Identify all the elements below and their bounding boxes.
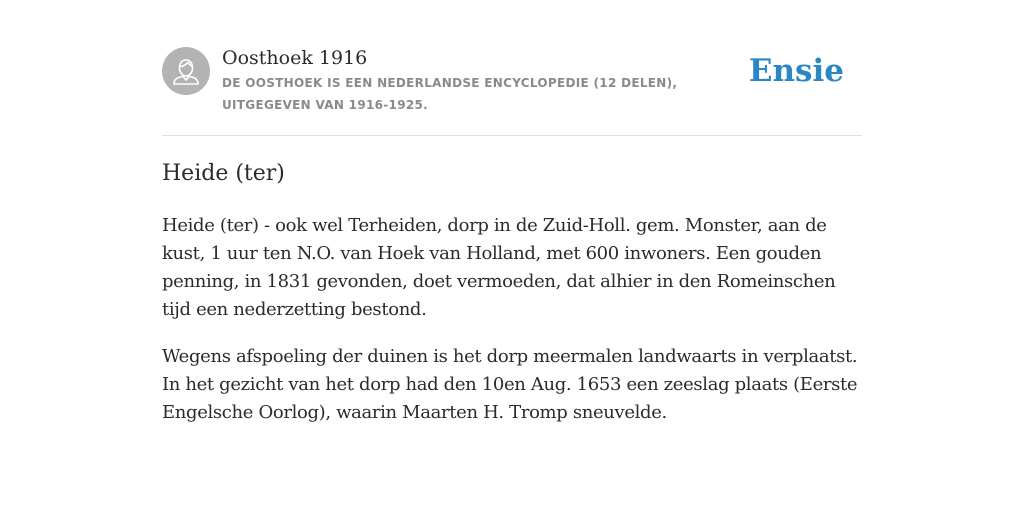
article-paragraph-2: Wegens afspoeling der duinen is het dorp meermalen landwaarts in verplaatst. In het gezicht van het dorp had den 10en Aug. 1653 een zeeslag plaats (Eerste Engelsche Oorlog), waarin Maarten H. Tromp sneuvelde.	[162, 346, 858, 423]
article-title: Heide (ter)	[162, 161, 285, 186]
user-icon	[162, 47, 210, 95]
source-title[interactable]: Oosthoek 1916	[222, 47, 368, 69]
article-paragraph-1: Heide (ter) - ook wel Terheiden, dorp in de Zuid-Holl. gem. Monster, aan de kust, 1 uur ten N.O. van Hoek van Holland, met 600 inwoners. Een gouden penning, in 1831 gevonden, doet vermoeden, dat alhier in den Romeinschen tijd een nederzetting bestond.	[162, 215, 836, 320]
article-body	[162, 212, 864, 446]
header-divider	[162, 135, 862, 136]
source-avatar[interactable]	[162, 47, 210, 95]
source-description: DE OOSTHOEK IS EEN NEDERLANDSE ENCYCLOPEDIE (12 DELEN), UITGEGEVEN VAN 1916-1925.	[222, 76, 678, 112]
ensie-logo[interactable]: Ensie	[748, 53, 844, 89]
source-header	[162, 45, 862, 125]
